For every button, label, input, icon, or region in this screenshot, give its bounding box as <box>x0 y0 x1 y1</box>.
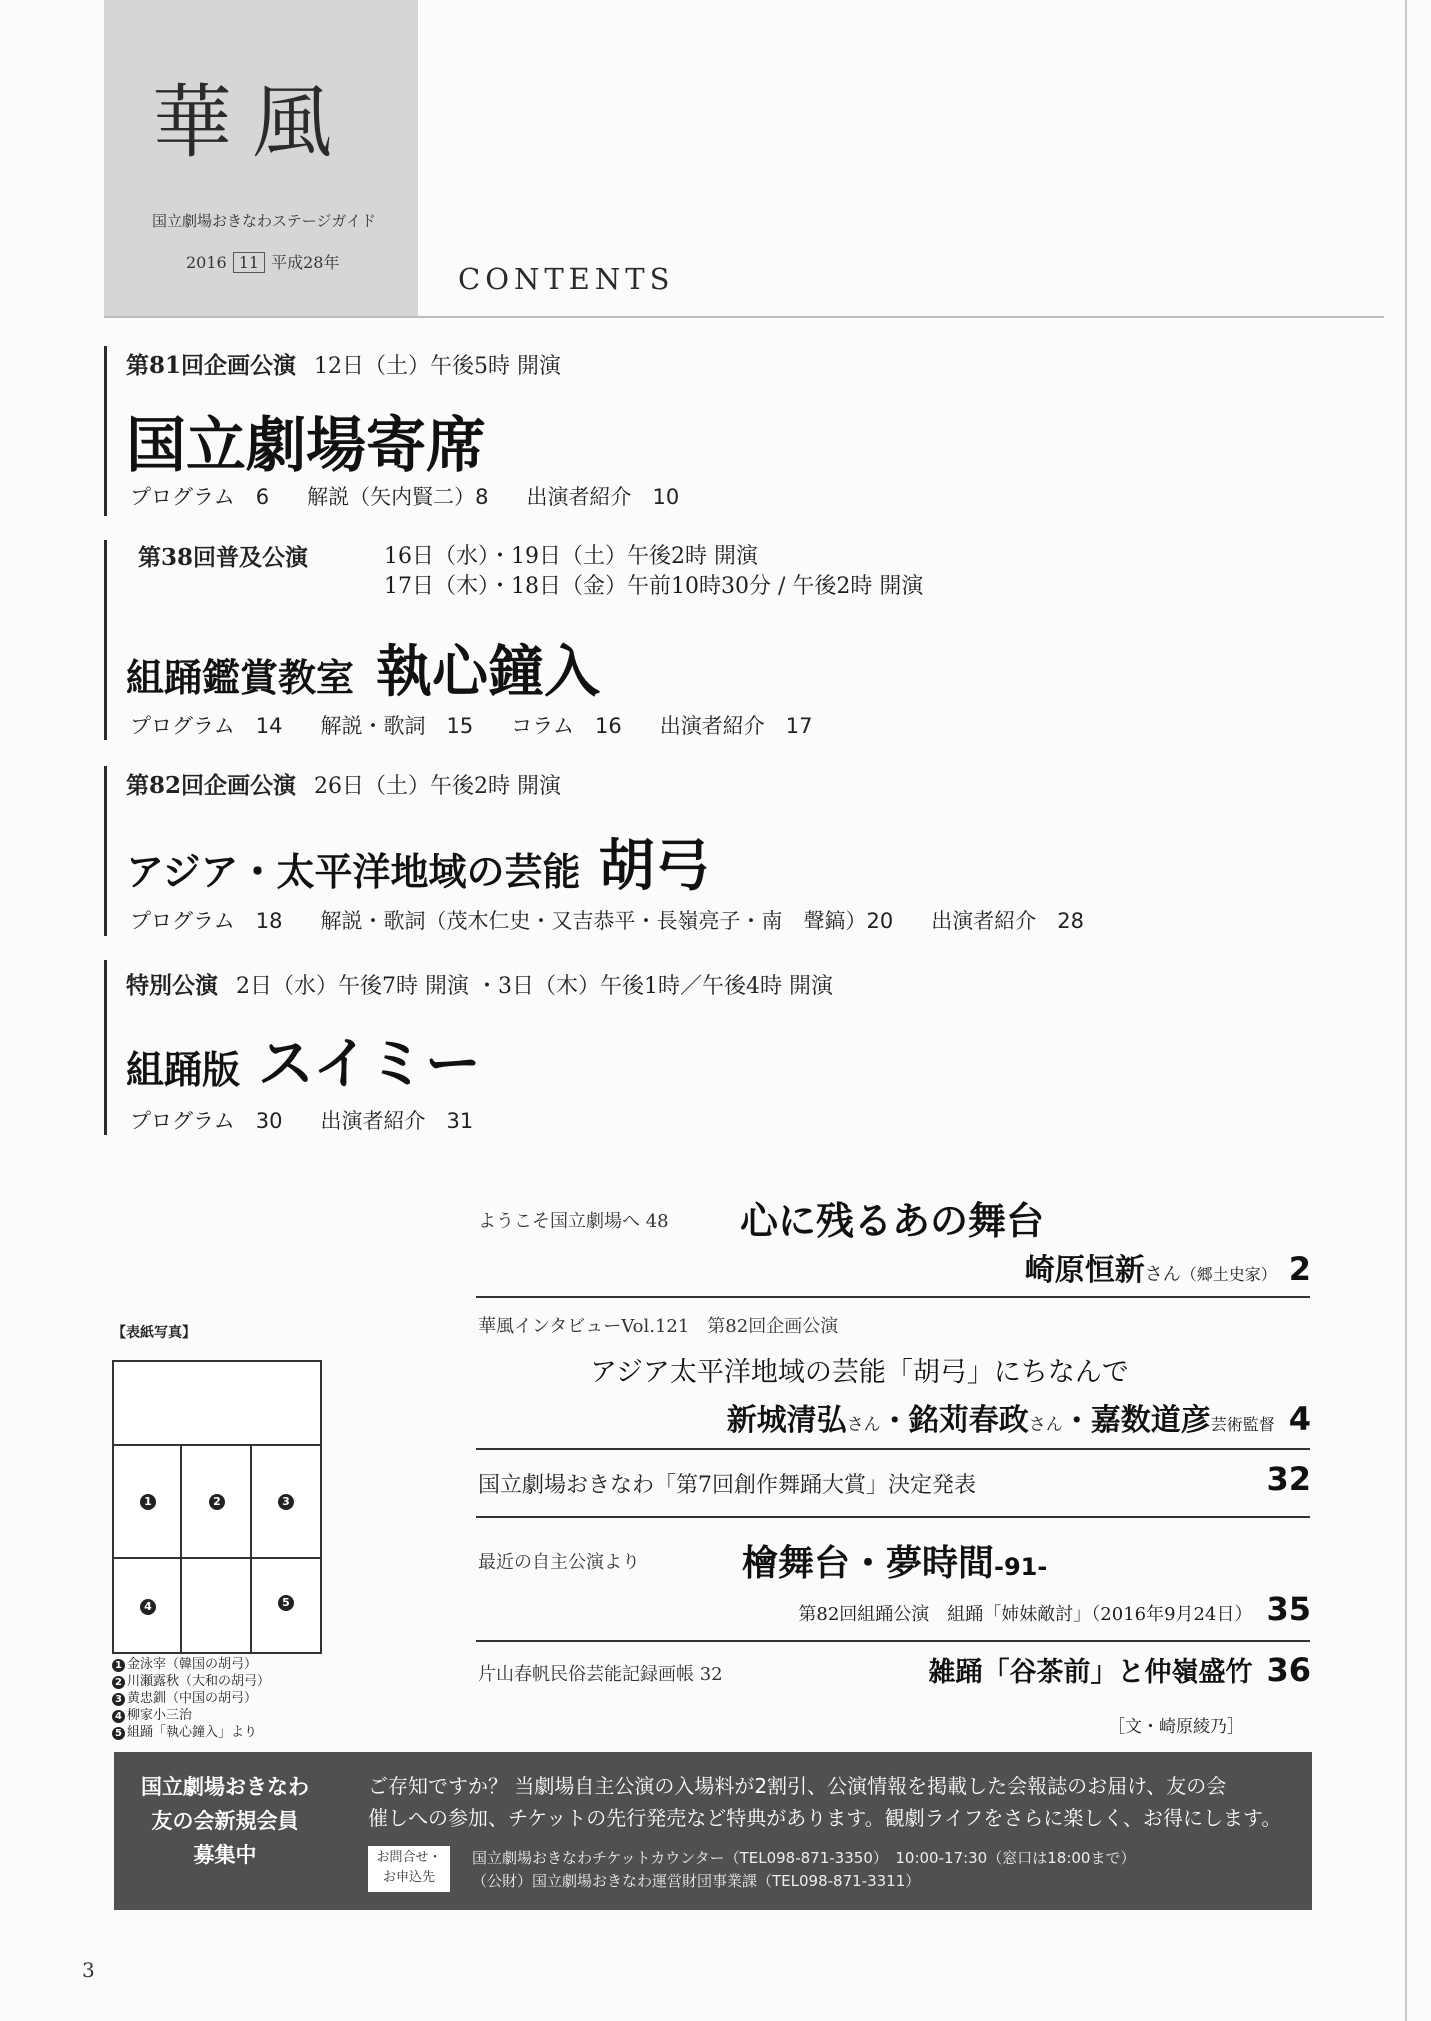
feature-4-page: 35 <box>1266 1590 1311 1628</box>
feature-5-credit: ［文・崎原綾乃］ <box>1108 1717 1244 1737</box>
section-4-time: 2日（水）午後7時 開演 ・3日（木）午後1時／午後4時 開演 <box>236 974 833 999</box>
section-2-title[interactable]: 執心鐘入 <box>376 639 601 705</box>
header-rule <box>104 316 1384 318</box>
issue-era: 平成28年 <box>271 253 340 272</box>
program-link[interactable]: プログラム 30 <box>130 1109 283 1133</box>
feature-divider <box>476 1296 1310 1298</box>
section-4-label: 特別公演 <box>126 972 218 999</box>
section-3-title-prefix: アジア・太平洋地域の芸能 <box>126 849 581 894</box>
section-4-programs <box>130 1105 511 1135</box>
section-2-title-prefix: 組踊鑑賞教室 <box>126 655 355 700</box>
cover-layout-diagram <box>112 1360 322 1654</box>
feature-1-role: （郷土史家） <box>1180 1265 1277 1284</box>
feature-2-san-1: さん <box>846 1415 881 1435</box>
legend-number: 3 <box>112 1693 125 1706</box>
feature-2-role: 芸術監督 <box>1210 1415 1275 1434</box>
feature-2-person-1: 新城清弘 <box>726 1403 847 1438</box>
section-2-title-row <box>126 628 600 708</box>
feature-2-dot-1: ・ <box>880 1404 909 1437</box>
section-1-head <box>126 347 561 380</box>
cover-grid-line <box>114 1444 320 1446</box>
contact-line[interactable]: （公財）国立劇場おきなわ運営財団事業課（TEL098-871-3311） <box>472 1872 921 1890</box>
feature-2-page: 4 <box>1288 1400 1311 1438</box>
issue-year: 2016 <box>186 253 227 272</box>
feature-5-label: 片山春帆民俗芸能記録画帳 32 <box>478 1664 723 1685</box>
section-3-time: 26日（土）午後2時 開演 <box>314 774 562 799</box>
program-link[interactable]: 出演者紹介 31 <box>320 1109 474 1133</box>
section-4-title[interactable]: スイミー <box>258 1031 481 1097</box>
magazine-title: 華風 <box>152 76 352 169</box>
section-bar <box>104 540 107 740</box>
section-3-title-row <box>126 822 710 902</box>
section-2-time: 16日（水）・19日（土）午後2時 開演 <box>384 544 758 569</box>
cover-legend <box>112 1656 270 1741</box>
program-link[interactable]: 解説（矢内賢二）8 <box>307 485 489 509</box>
program-link[interactable]: プログラム 18 <box>130 909 283 933</box>
section-3-label: 第82回企画公演 <box>126 772 297 799</box>
cover-number: 5 <box>278 1595 294 1611</box>
legend-item: 柳家小三治 <box>127 1708 193 1723</box>
section-4-title-row <box>126 1020 481 1100</box>
cover-number: 1 <box>140 1494 156 1510</box>
legend-number: 5 <box>112 1727 125 1740</box>
contents-heading: CONTENTS <box>458 262 675 296</box>
membership-banner <box>114 1752 1312 1910</box>
cover-number: 2 <box>209 1494 225 1510</box>
section-1-label: 第81回企画公演 <box>126 352 297 379</box>
legend-item: 金泳宰（韓国の胡弓） <box>127 1657 258 1672</box>
feature-4-sub-row <box>611 1590 1311 1628</box>
feature-3-page: 32 <box>1266 1460 1311 1498</box>
feature-4-subtitle: 第82回組踊公演 組踊「姉妹敵討」（2016年9月24日） <box>798 1604 1253 1625</box>
section-2-programs <box>130 710 851 740</box>
masthead <box>104 0 418 316</box>
magazine-subtitle: 国立劇場おきなわステージガイド <box>152 212 376 230</box>
program-link[interactable]: 出演者紹介 10 <box>526 485 680 509</box>
feature-2-person-3: 嘉数道彦 <box>1090 1403 1211 1438</box>
cover-grid-line <box>180 1444 182 1652</box>
feature-5-title-row <box>711 1650 1311 1689</box>
program-link[interactable]: 出演者紹介 28 <box>931 909 1084 933</box>
contact-line[interactable]: 国立劇場おきなわチケットカウンター（TEL098-871-3350） 10:00-17:30（窓口は18:00まで） <box>472 1849 1136 1867</box>
program-link[interactable]: コラム 16 <box>511 714 622 738</box>
feature-5-title[interactable]: 雑踊「谷茶前」と仲嶺盛竹 <box>928 1657 1253 1688</box>
feature-2-subtitle[interactable]: アジア太平洋地域の芸能「胡弓」にちなんで <box>590 1357 1129 1388</box>
feature-4-label: 最近の自主公演より <box>478 1552 640 1573</box>
feature-1-san: さん <box>1144 1264 1181 1285</box>
section-3-programs <box>130 905 1122 935</box>
inquiry-label: お問合せ・ <box>376 1850 442 1865</box>
cover-grid-line <box>114 1557 320 1559</box>
legend-item: 組踊「執心鐘入」より <box>127 1725 258 1740</box>
cover-number: 3 <box>278 1494 294 1510</box>
legend-item: 川瀬露秋（大和の胡弓） <box>127 1674 271 1689</box>
feature-5-page: 36 <box>1266 1651 1311 1689</box>
issue-date <box>186 250 339 273</box>
feature-2-dot-2: ・ <box>1062 1404 1091 1437</box>
program-link[interactable]: プログラム 6 <box>130 485 270 509</box>
program-link[interactable]: プログラム 14 <box>130 714 283 738</box>
feature-1-person-row <box>711 1245 1311 1289</box>
feature-2-people-row <box>411 1395 1311 1439</box>
feature-2-person-2: 銘苅春政 <box>908 1403 1029 1438</box>
section-1-programs <box>130 481 717 511</box>
banner-heading-line: 募集中 <box>193 1843 257 1867</box>
inquiry-label-box <box>368 1846 450 1892</box>
feature-4-title-row <box>742 1535 1047 1586</box>
section-bar <box>104 960 107 1135</box>
section-3-head <box>126 767 561 800</box>
section-3-title[interactable]: 胡弓 <box>598 833 711 899</box>
feature-1-page: 2 <box>1288 1250 1311 1288</box>
legend-number: 2 <box>112 1676 125 1689</box>
page-edge <box>1405 0 1407 2021</box>
feature-4-number: -91- <box>994 1553 1048 1581</box>
cover-number: 4 <box>140 1599 156 1615</box>
banner-heading-line: 友の会新規会員 <box>151 1809 299 1833</box>
section-2-label: 第38回普及公演 <box>138 544 309 571</box>
program-link[interactable]: 解説・歌詞（茂木仁史・又吉恭平・長嶺亮子・南 聲鎬）20 <box>320 909 894 933</box>
banner-message-line: ご存知ですか？ 当劇場自主公演の入場料が2割引、公演情報を掲載した会報誌のお届け、友の会 <box>368 1774 1227 1798</box>
issue-month: 11 <box>233 252 265 273</box>
feature-2-label: 華風インタビューVol.121 第82回企画公演 <box>478 1316 839 1337</box>
feature-divider <box>476 1448 1310 1450</box>
program-link[interactable]: 解説・歌詞 15 <box>320 714 474 738</box>
section-4-head <box>126 967 833 1000</box>
legend-number: 1 <box>112 1659 125 1672</box>
contact-info <box>472 1847 1135 1893</box>
legend-item: 黄忠釧（中国の胡弓） <box>127 1691 258 1706</box>
feature-1-label: ようこそ国立劇場へ 48 <box>478 1211 669 1232</box>
feature-3-label[interactable]: 国立劇場おきなわ「第7回創作舞踊大賞」決定発表 <box>478 1473 976 1498</box>
section-2-time-2: 17日（木）・18日（金）午前10時30分 / 午後2時 開演 <box>384 574 924 599</box>
inquiry-label: お申込先 <box>382 1870 435 1885</box>
cover-grid-line <box>250 1444 252 1652</box>
section-1-time: 12日（土）午後5時 開演 <box>314 354 562 379</box>
feature-1-title[interactable]: 心に残るあの舞台 <box>740 1198 1045 1243</box>
page-number: 3 <box>82 1958 95 1982</box>
banner-message-line: 催しへの参加、チケットの先行発売など特典があります。観劇ライフをさらに楽しく、お得にします。 <box>368 1806 1282 1830</box>
section-bar <box>104 766 107 936</box>
feature-divider <box>476 1640 1310 1642</box>
banner-message <box>368 1770 1281 1834</box>
feature-divider <box>476 1516 1310 1518</box>
feature-4-title[interactable]: 檜舞台・夢時間 <box>742 1543 995 1584</box>
banner-heading-line: 国立劇場おきなわ <box>141 1775 309 1799</box>
feature-1-person: 崎原恒新 <box>1024 1253 1145 1288</box>
section-4-title-prefix: 組踊版 <box>126 1047 241 1092</box>
legend-number: 4 <box>112 1710 125 1723</box>
section-bar <box>104 346 107 516</box>
section-1-title[interactable]: 国立劇場寄席 <box>126 411 486 481</box>
program-link[interactable]: 出演者紹介 17 <box>659 714 813 738</box>
cover-photo-label: 【表紙写真】 <box>112 1325 196 1341</box>
feature-2-san-2: さん <box>1028 1415 1063 1435</box>
banner-heading <box>114 1770 336 1872</box>
